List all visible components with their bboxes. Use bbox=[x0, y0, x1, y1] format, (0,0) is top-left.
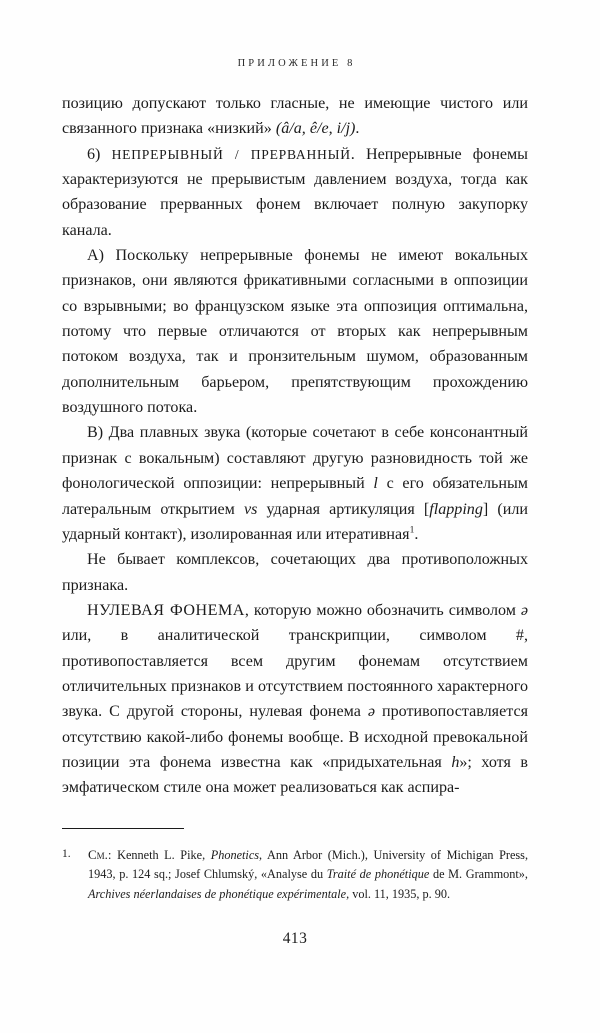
running-head: ПРИЛОЖЕНИЕ 8 bbox=[237, 58, 356, 69]
paragraph-no-complexes: Не бывает комплексов, сочетающих два противоположных признака. bbox=[62, 551, 528, 594]
phoneme-examples-vowels: (â/a, ê/e, i/j) bbox=[275, 120, 356, 138]
schwa-symbol-second: ə bbox=[367, 703, 376, 721]
paragraph-b: В) Два плавных звука (которые сочетают в себе консонантный признак с вокальным) составляют другую разновидность той же фонологической оппозиции: непрерывный l с его обязательным латеральным открытием vs ударная артикуляция [flapping] (или ударный контакт), изолированная или итеративная$^1$. bbox=[62, 424, 528, 543]
phoneme-l: l bbox=[373, 475, 378, 493]
body-text-block bbox=[62, 91, 528, 801]
paragraph-continued: позицию допускают только гласные, не имеющие чистого или связанного признака «низкий» (â/a, ê/e, i/j). bbox=[62, 95, 528, 138]
footnote-item-1: 1. См.: Kenneth L. Pike, Phonetics, Ann Arbor (Mich.), University of Michigan Press, 1943, p. 124 sq.; Josef Chlumský, «Analyse du Traité de phonétique de M. Grammont», Archives néerlandaises de phonétique expérimentale, vol. 11, 1935, p. 90. bbox=[62, 847, 529, 901]
footnote-reference-1[interactable]: 1 bbox=[409, 525, 415, 536]
term-continuant-interrupted: НЕПРЕРЫВНЫЙ / ПРЕРВАННЫЙ bbox=[111, 146, 351, 162]
paragraph-continuant-interrupted: 6) НЕПРЕРЫВНЫЙ / ПРЕРВАННЫЙ. Непрерывные фонемы характеризуются не прерывистым давлением воздуха, тогда как образование прерванных фонем включает полную закупорку канала. bbox=[62, 145, 528, 239]
page-number: 413 bbox=[282, 930, 308, 947]
footnote-separator-rule bbox=[62, 828, 184, 829]
citation-journal-archives: Archives néerlandaises de phonétique expérimentale, bbox=[88, 886, 350, 901]
citation-title-phonetics: Phonetics bbox=[210, 848, 260, 862]
footnote-block bbox=[62, 845, 528, 904]
footnote-see-abbrev: См.: bbox=[88, 847, 112, 862]
term-zero-phoneme: НУЛЕВАЯ ФОНЕМА bbox=[87, 601, 245, 619]
paragraph-a: А) Поскольку непрерывные фонемы не имеют вокальных признаков, они являются фрикативными согласными в оппозиции со взрывными; во французском языке эта оппозиция оптимальна, потому что первые отличаются от вторых как непрерывным потоком воздуха, так и пронзительным шумом, образованным дополнительным барьером, препятствующим прохождению воздушного потока. bbox=[62, 247, 528, 417]
footnote-number: 1. bbox=[62, 848, 71, 860]
paragraph-zero-phoneme: НУЛЕВАЯ ФОНЕМА, которую можно обозначить символом ə или, в аналитической транскрипции, символом #, противопоставляется всем другим фонемам отсутствием отличительных признаков и отсутствием постоянного характерного звука. С другой стороны, нулевая фонема ə противопоставляется отсутствию какой-либо фонемы вообще. В исходной превокальной позиции эта фонема известна как «придыхательная h»; хотя в эмфатическом стиле она может реализоваться как аспира- bbox=[62, 601, 528, 797]
schwa-symbol: ə bbox=[520, 601, 528, 619]
citation-title-traite: Traité de phonétique bbox=[326, 867, 430, 882]
versus-abbrev: vs bbox=[243, 500, 258, 518]
term-flapping: flapping bbox=[429, 500, 483, 518]
phoneme-h: h bbox=[451, 753, 460, 771]
